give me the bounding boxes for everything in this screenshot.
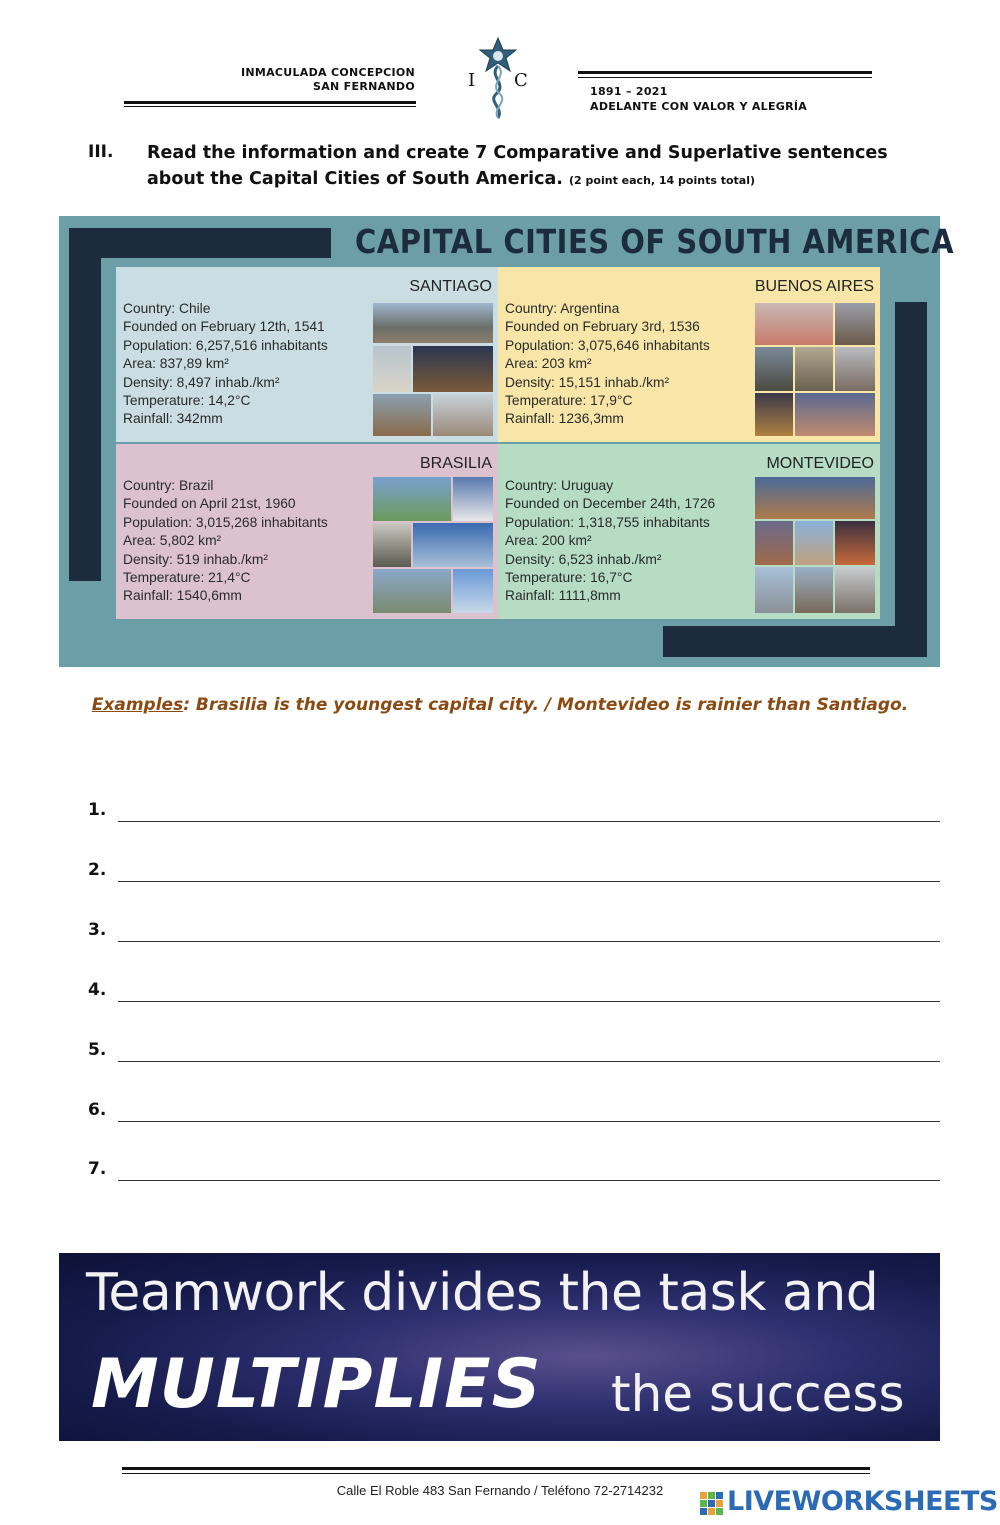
city-photo [755, 567, 793, 613]
capital-cities-poster [59, 216, 955, 667]
city-founded: Founded on February 12th, 1541 [123, 319, 325, 335]
city-card-brasilia [116, 444, 498, 619]
city-population: Population: 3,075,646 inhabitants [505, 337, 710, 353]
city-temperature: Temperature: 14,2°C [123, 393, 251, 409]
city-area: Area: 203 km² [505, 356, 592, 372]
answer-input-line[interactable] [118, 821, 940, 822]
city-population: Population: 6,257,516 inhabitants [123, 337, 328, 353]
header-rule-right [578, 71, 872, 74]
city-info [505, 300, 710, 429]
answer-line-4 [88, 980, 940, 1004]
answer-input-line[interactable] [118, 1180, 940, 1181]
liveworksheets-brand: LIVEWORKSHEETS [727, 1486, 998, 1517]
header-rule-left [124, 101, 416, 104]
header-rule-right-thin [578, 77, 872, 78]
city-founded: Founded on December 24th, 1726 [505, 496, 716, 512]
city-rainfall: Rainfall: 342mm [123, 411, 223, 427]
answer-input-line[interactable] [118, 1121, 940, 1122]
answer-input-line[interactable] [118, 1001, 940, 1002]
city-country: Country: Chile [123, 301, 211, 316]
city-rainfall: Rainfall: 1236,3mm [505, 411, 624, 427]
city-photo [413, 523, 493, 567]
city-density: Density: 15,151 inhab./km² [505, 374, 670, 390]
city-card-santiago [116, 267, 498, 442]
city-country: Country: Argentina [505, 301, 620, 316]
city-photo [755, 347, 793, 391]
city-name: BUENOS AIRES [754, 278, 874, 295]
answer-input-line[interactable] [118, 881, 940, 882]
city-name: SANTIAGO [409, 278, 492, 295]
city-name: MONTEVIDEO [766, 455, 874, 472]
city-card-montevideo [498, 444, 880, 619]
city-photo [795, 347, 833, 391]
city-info [505, 477, 715, 606]
section-number: III. [88, 142, 114, 162]
answer-number: 1. [88, 800, 107, 820]
city-photo [373, 477, 451, 521]
school-logo [466, 36, 530, 122]
answer-number: 2. [88, 860, 107, 880]
answer-input-line[interactable] [118, 941, 940, 942]
banner-line2: MULTIPLIES [91, 1345, 542, 1424]
city-photo [413, 346, 493, 392]
header-motto [590, 84, 807, 114]
city-photo [373, 303, 493, 343]
instruction-text [147, 140, 937, 194]
instruction-points: (2 point each, 14 points total) [569, 174, 756, 187]
poster-frame-bar [69, 228, 101, 581]
city-photo [453, 477, 493, 521]
city-info [123, 477, 328, 606]
city-info [123, 300, 328, 429]
city-founded: Founded on February 3rd, 1536 [505, 319, 700, 335]
city-photo [795, 567, 833, 613]
logo-letter-c: C [514, 70, 528, 91]
city-temperature: Temperature: 21,4°C [123, 570, 251, 586]
answer-number: 5. [88, 1040, 107, 1060]
footer-rule-thin [122, 1473, 870, 1474]
city-photo-collage [373, 303, 493, 436]
poster-frame-bar [895, 302, 927, 657]
city-area: Area: 5,802 km² [123, 533, 222, 549]
header-rule-left-thin [124, 106, 416, 107]
city-photo [373, 394, 431, 436]
answer-line-6 [88, 1100, 940, 1124]
city-density: Density: 519 inhab./km² [123, 551, 268, 567]
school-name-line2: SAN FERNANDO [313, 80, 415, 93]
city-photo [755, 393, 793, 436]
city-photo [795, 393, 875, 436]
city-photo [835, 303, 875, 345]
city-photo [373, 569, 451, 613]
school-name-line1: INMACULADA CONCEPCION [240, 66, 415, 79]
city-temperature: Temperature: 17,9°C [505, 393, 633, 409]
city-photo [755, 521, 793, 565]
city-photo [835, 347, 875, 391]
city-country: Country: Brazil [123, 478, 214, 493]
answer-number: 6. [88, 1100, 107, 1120]
city-card-buenos-aires [498, 267, 880, 442]
teamwork-banner [59, 1253, 940, 1441]
city-name: BRASILIA [419, 455, 492, 472]
city-temperature: Temperature: 16,7°C [505, 570, 633, 586]
answer-number: 7. [88, 1159, 107, 1179]
city-country: Country: Uruguay [505, 478, 614, 493]
answer-line-5 [88, 1040, 940, 1064]
examples-text [0, 695, 1000, 715]
answer-line-1 [88, 800, 940, 824]
answer-input-line[interactable] [118, 1061, 940, 1062]
answer-number: 3. [88, 920, 107, 940]
city-photo-collage [755, 477, 875, 610]
city-photo [755, 477, 875, 519]
poster-frame-bar [663, 626, 927, 657]
city-photo [795, 521, 833, 565]
footer-rule [122, 1467, 870, 1470]
liveworksheets-icon [700, 1492, 724, 1516]
city-photo [453, 569, 493, 613]
city-photo-collage [755, 303, 875, 436]
city-photo [433, 394, 493, 436]
poster-title: CAPITAL CITIES OF SOUTH AMERICA [355, 222, 955, 262]
city-density: Density: 6,523 inhab./km² [505, 551, 662, 567]
city-photo [835, 521, 875, 565]
footer-address: Calle El Roble 483 San Fernando / Teléfono 72-2714232 [336, 1483, 664, 1498]
answer-number: 4. [88, 980, 107, 1000]
answer-line-7 [88, 1159, 940, 1183]
city-rainfall: Rainfall: 1540,6mm [123, 588, 242, 604]
city-photo-collage [373, 477, 493, 610]
header-motto-text: ADELANTE CON VALOR Y ALEGRÍA [590, 100, 808, 113]
poster-frame-bar [69, 228, 331, 258]
city-rainfall: Rainfall: 1111,8mm [505, 588, 621, 604]
city-photo [835, 567, 875, 613]
city-population: Population: 3,015,268 inhabitants [123, 514, 328, 530]
logo-letter-i: I [468, 70, 476, 91]
city-photo [755, 303, 833, 345]
city-area: Area: 837,89 km² [123, 356, 229, 372]
instruction-main: Read the information and create 7 Comparative and Superlative sentences about the Capital Cities of South America. [147, 143, 888, 189]
city-photo [373, 346, 411, 392]
answer-line-2 [88, 860, 940, 884]
header-years: 1891 – 2021 [590, 85, 668, 98]
city-area: Area: 200 km² [505, 533, 592, 549]
answer-line-3 [88, 920, 940, 944]
banner-line1: Teamwork divides the task and [86, 1263, 879, 1323]
examples-sentences: : Brasilia is the youngest capital city. / Montevideo is rainier than Santiago. [183, 695, 909, 715]
school-name [241, 66, 415, 94]
city-founded: Founded on April 21st, 1960 [123, 496, 296, 512]
city-population: Population: 1,318,755 inhabitants [505, 514, 710, 530]
liveworksheets-logo[interactable] [700, 1486, 998, 1520]
city-photo [373, 523, 411, 567]
city-density: Density: 8,497 inhab./km² [123, 374, 280, 390]
examples-label: Examples [91, 695, 184, 715]
banner-line3: the success [611, 1365, 905, 1423]
